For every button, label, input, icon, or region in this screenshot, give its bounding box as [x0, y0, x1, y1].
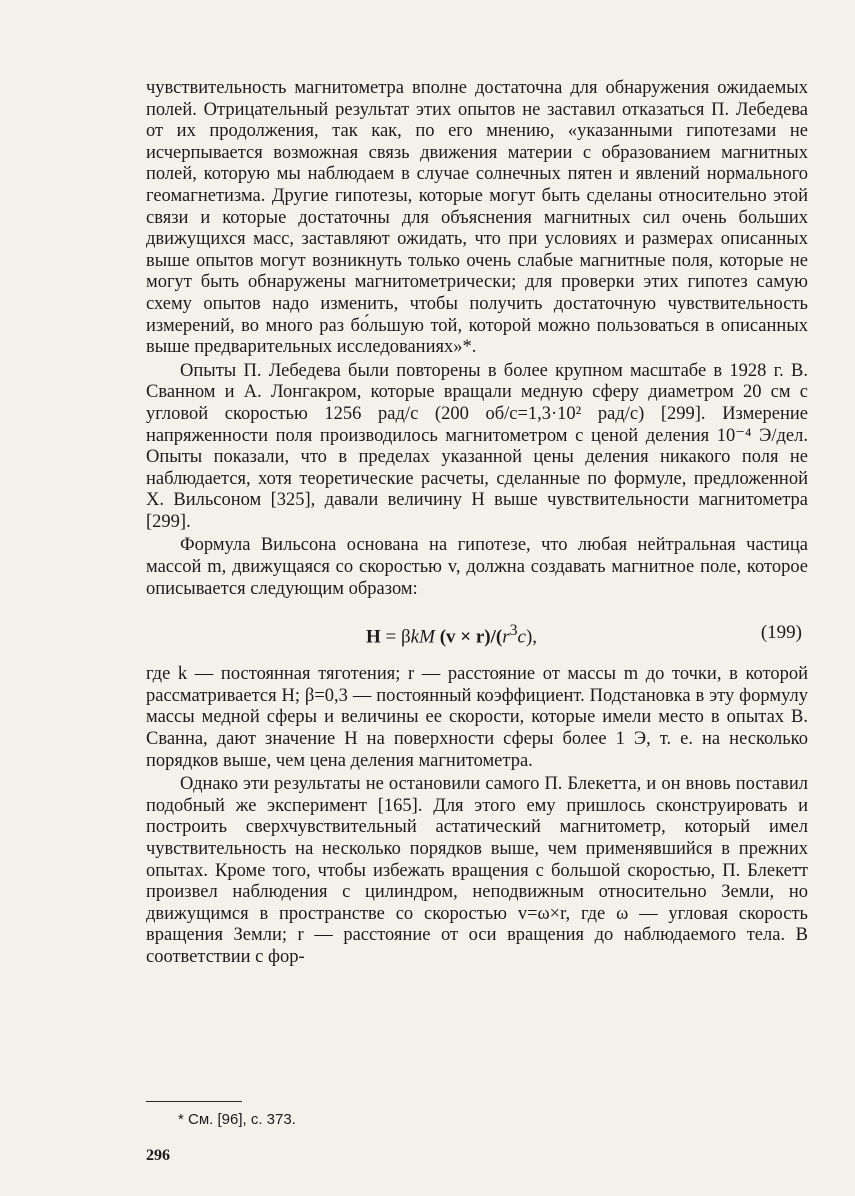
paragraph-5: Однако эти результаты не остановили самого П. Блекетта, и он вновь поставил подобный же эксперимент [165]. Для этого ему пришлось сконструировать и построить сверхчувствительный астатический магнитометр, который имел чувствительность на несколько порядков выше, чем применявшийся в прежних опытах. Кроме того, чтобы избежать вращения с большой скоростью, П. Блекетт произвел наблюдения с цилиндром, неподвижным относительно Земли, но движущимся в пространстве со скоростью v=ω×r, где ω — угловая скорость вращения Земли; r — расстояние от оси вращения до наблюдаемого тела. В соответствии с фор-	[146, 774, 808, 967]
formula-r: r	[502, 626, 510, 648]
page-body	[146, 78, 808, 969]
formula-equals-beta: = β	[380, 626, 411, 648]
paragraph-1: чувствительность магнитометра вполне достаточна для обнаружения ожидаемых полей. Отрицательный результат этих опытов не заставил отказаться П. Лебедева от их продолжения, так как, по его мнению, «указанными гипотезами не исчерпывается возможная связь движения материи с образованием магнитных полей, которую мы наблюдаем в случае солнечных пятен и явлений нормального геомагнетизма. Другие гипотезы, которые могут быть сделаны относительно этой связи и которые достаточны для объяснения магнитных сил очень больших движущихся масс, заставляют ожидать, что при условиях и размерах описанных выше опытов могут возникнуть только очень слабые магнитные поля, которые не могут быть обнаружены магнитометрически; для проверки этих гипотез самую схему опытов надо изменить, чтобы получить достаточную чувствительность измерений, во много раз бо́льшую той, которой можно пользоваться в описанных выше предварительных исследованиях»*.	[146, 78, 808, 358]
formula-lhs: H	[366, 626, 381, 648]
formula-exponent: 3	[509, 622, 518, 640]
paragraph-4: где k — постоянная тяготения; r — расстояние от массы m до точки, в которой рассматривается H; β=0,3 — постоянный коэффициент. Подстановка в эту формулу массы медной сферы и величины ее скорости, которые имели место в опытах В. Сванна, дают значение H на поверхности сферы более 1 Э, т. е. на несколько порядков выше, чем цена деления магнитометра.	[146, 664, 808, 771]
formula-c: c	[517, 626, 526, 648]
formula-M: M	[419, 626, 435, 648]
formula-199	[146, 612, 808, 656]
footnote-divider	[146, 1101, 242, 1102]
formula-expression	[366, 622, 537, 648]
paragraph-2: Опыты П. Лебедева были повторены в более крупном масштабе в 1928 г. В. Сванном и А. Лонгакром, которые вращали медную сферу диаметром 20 см с угловой скоростью 1256 рад/с (200 об/с=1,3·10² рад/с) [299]. Измерение напряженности поля производилось магнитометром с ценой деления 10⁻⁴ Э/дел. Опыты показали, что в пределах указанной цены деления никакого поля не наблюдается, хотя теоретические расчеты, сделанные по формуле, предложенной Х. Вильсоном [325], давали величину H выше чувствительности магнитометра [299].	[146, 360, 808, 532]
footnote: * См. [96], с. 373.	[178, 1111, 296, 1128]
formula-vector-product: (v × r)/(	[434, 626, 503, 648]
page-number: 296	[146, 1147, 170, 1164]
equation-number: (199)	[760, 622, 802, 644]
formula-suffix: ),	[525, 626, 538, 648]
paragraph-3: Формула Вильсона основана на гипотезе, что любая нейтральная частица массой m, движущаяся со скоростью v, должна создавать магнитное поле, которое описывается следующим образом:	[146, 535, 808, 599]
formula-k: k	[410, 626, 420, 648]
